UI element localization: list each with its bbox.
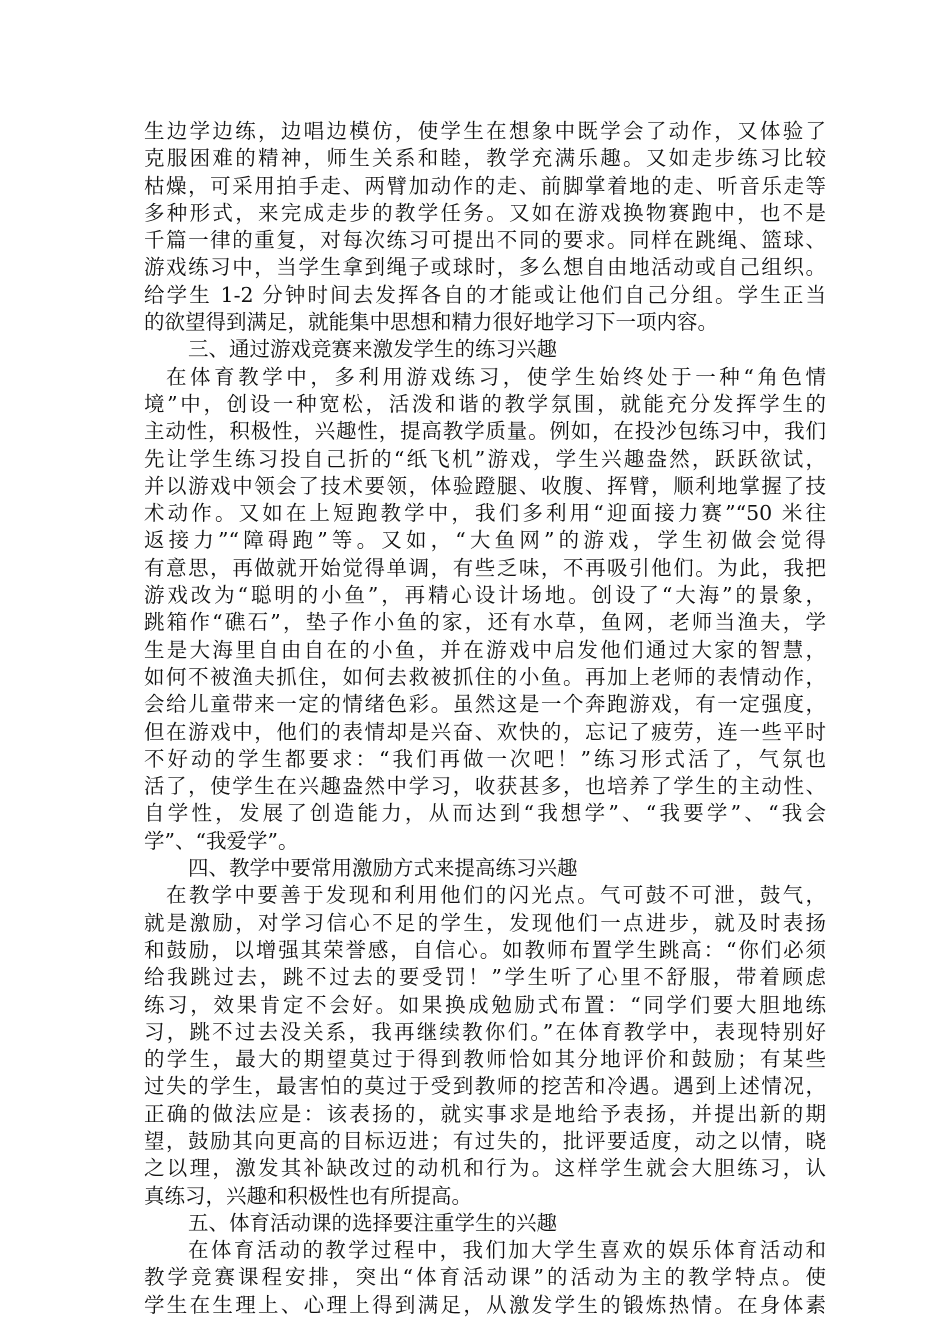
text-line: 教学竞赛课程安排，突出“体育活动课”的活动为主的教学特点。使 bbox=[144, 1265, 826, 1290]
text-line: 主动性，积极性，兴趣性，提高教学质量。例如，在投沙包练习中，我们 bbox=[144, 419, 826, 444]
heading-text: 五、体育活动课的选择要注重学生的兴趣 bbox=[188, 1210, 557, 1235]
text-line: 生边学边练，边唱边模仿，使学生在想象中既学会了动作，又体验了 bbox=[144, 119, 826, 143]
paragraph-3 bbox=[144, 882, 826, 1210]
heading-text: 四、教学中要常用激励方式来提高练习兴趣 bbox=[188, 856, 578, 881]
text-line: 习，跳不过去没关系，我再继续教你们。”在体育教学中，表现特别好 bbox=[144, 1019, 826, 1044]
text-line: 在体育教学中，多利用游戏练习，使学生始终处于一种“角色情 bbox=[166, 364, 826, 389]
text-line: 先让学生练习投自己折的“纸飞机”游戏，学生兴趣盎然，跃跃欲试， bbox=[144, 446, 826, 471]
heading-text: 三、通过游戏竞赛来激发学生的练习兴趣 bbox=[188, 337, 557, 362]
text-line: 过失的学生，最害怕的莫过于受到教师的挖苦和冷遇。遇到上述情况， bbox=[144, 1074, 826, 1099]
text-line: 真练习，兴趣和积极性也有所提高。 bbox=[144, 1183, 472, 1208]
text-line: 游戏改为“聪明的小鱼”，再精心设计场地。创设了“大海”的景象， bbox=[144, 583, 826, 608]
text-line: 自学性，发展了创造能力，从而达到“我想学”、“我要学”、“我会 bbox=[144, 801, 826, 826]
paragraph-1 bbox=[144, 118, 826, 336]
text-line: 有意思，再做就开始觉得单调，有些乏味，不再吸引他们。为此，我把 bbox=[144, 555, 826, 580]
text-line: 克服困难的精神，师生关系和睦，教学充满乐趣。又如走步练习比较 bbox=[144, 146, 826, 171]
text-line: 给我跳过去，跳不过去的要受罚！”学生听了心里不舒服，带着顾虑 bbox=[144, 965, 826, 990]
text-line: 就是激励，对学习信心不足的学生，发现他们一点进步，就及时表扬 bbox=[144, 910, 826, 935]
text-line: 术动作。又如在上短跑教学中，我们多利用“迎面接力赛”“50 米往 bbox=[144, 501, 826, 526]
section-heading-4 bbox=[144, 855, 826, 882]
text-line: 活了，使学生在兴趣盎然中学习，收获甚多，也培养了学生的主动性、 bbox=[144, 774, 826, 799]
paragraph-2 bbox=[144, 364, 826, 855]
text-line: 学”、“我爱学”。 bbox=[144, 828, 299, 853]
text-line: 练习，效果肯定不会好。如果换成勉励式布置：“同学们要大胆地练 bbox=[144, 992, 826, 1017]
text-line: 多种形式，来完成走步的教学任务。又如在游戏换物赛跑中，也不是 bbox=[144, 200, 826, 225]
text-line: 学生在生理上、心理上得到满足，从激发学生的锻炼热情。在身体素 bbox=[144, 1292, 826, 1317]
text-line: 给学生 1-2 分钟时间去发挥各自的才能或让他们自己分组。学生正当 bbox=[144, 282, 826, 307]
text-line: 望，鼓励其向更高的目标迈进；有过失的，批评要适度，动之以情，晓 bbox=[144, 1128, 826, 1153]
text-line: 的学生，最大的期望莫过于得到教师恰如其分地评价和鼓励；有某些 bbox=[144, 1047, 826, 1072]
text-line: 枯燥，可采用拍手走、两臂加动作的走、前脚掌着地的走、听音乐走等 bbox=[144, 173, 826, 198]
section-heading-3 bbox=[144, 336, 826, 363]
text-line: 千篇一律的重复，对每次练习可提出不同的要求。同样在跳绳、篮球、 bbox=[144, 228, 826, 253]
text-line: 和鼓励，以增强其荣誉感，自信心。如教师布置学生跳高：“你们必须 bbox=[144, 937, 826, 962]
text-line: 不好动的学生都要求：“我们再做一次吧！”练习形式活了，气氛也 bbox=[144, 746, 826, 771]
text-line: 在教学中要善于发现和利用他们的闪光点。气可鼓不可泄，鼓气， bbox=[166, 883, 826, 908]
text-line: 并以游戏中领会了技术要领，体验蹬腿、收腹、挥臂，顺利地掌握了技 bbox=[144, 473, 826, 498]
text-line: 生是大海里自由自在的小鱼，并在游戏中启发他们通过大家的智慧， bbox=[144, 637, 826, 662]
text-line: 之以理，激发其补缺改过的动机和行为。这样学生就会大胆练习，认 bbox=[144, 1156, 826, 1181]
text-line: 游戏练习中，当学生拿到绳子或球时，多么想自由地活动或自己组织。 bbox=[144, 255, 826, 280]
paragraph-4 bbox=[144, 1237, 826, 1319]
text-line: 跳箱作“礁石”，垫子作小鱼的家，还有水草，鱼网，老师当渔夫，学 bbox=[144, 610, 826, 635]
text-line: 会给儿童带来一定的情绪色彩。虽然这是一个奔跑游戏，有一定强度， bbox=[144, 692, 826, 717]
section-heading-5 bbox=[144, 1210, 826, 1237]
text-line: 境”中，创设一种宽松，活泼和谐的教学氛围，就能充分发挥学生的 bbox=[144, 391, 826, 416]
text-line: 正确的做法应是：该表扬的，就实事求是地给予表扬，并提出新的期 bbox=[144, 1101, 826, 1126]
text-line: 如何不被渔夫抓住，如何去救被抓住的小鱼。再加上老师的表情动作， bbox=[144, 664, 826, 689]
text-line: 返接力”“障碍跑”等。又如，“大鱼网”的游戏，学生初做会觉得 bbox=[144, 528, 826, 553]
text-line: 但在游戏中，他们的表情却是兴奋、欢快的，忘记了疲劳，连一些平时 bbox=[144, 719, 826, 744]
text-line: 在体育活动的教学过程中，我们加大学生喜欢的娱乐体育活动和 bbox=[188, 1238, 826, 1263]
document-page bbox=[144, 118, 826, 1319]
text-line: 的欲望得到满足，就能集中思想和精力很好地学习下一项内容。 bbox=[144, 310, 718, 335]
